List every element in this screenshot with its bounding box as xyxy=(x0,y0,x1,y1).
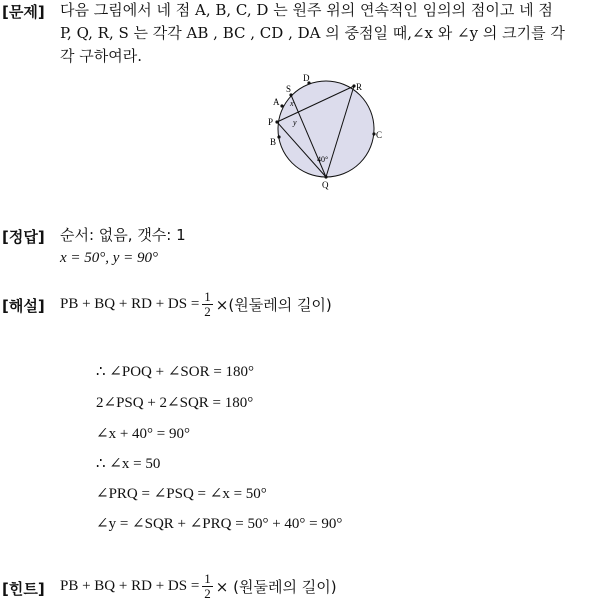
solution-step-1: ∴ ∠POQ + ∠SOR = 180° xyxy=(96,364,255,380)
hint-sum-rhs: × (원둘레의 길이) xyxy=(215,577,337,596)
point-B xyxy=(277,135,280,138)
point-A xyxy=(280,104,283,107)
hint-frac-num: 1 xyxy=(204,570,211,586)
solution-step-5: ∠PRQ = ∠PSQ = ∠x = 50° xyxy=(96,486,267,502)
solution-frac-den: 2 xyxy=(204,303,211,319)
solution-sum-equation xyxy=(60,286,332,322)
circle-figure xyxy=(262,68,392,192)
answer-order-line: 순서: 없음, 갯수: 1 xyxy=(60,226,186,244)
label-S: S xyxy=(286,84,292,94)
label-y: y xyxy=(293,118,297,127)
hint-sum-lhs: PB + BQ + RD + DS = xyxy=(60,577,200,594)
problem-line-3: 각 구하여라. xyxy=(60,47,142,65)
solution-sum-lhs: PB + BQ + RD + DS = xyxy=(60,295,200,312)
solution-step-6: ∠y = ∠SQR + ∠PRQ = 50° + 40° = 90° xyxy=(96,516,343,532)
solution-step-4: ∴ ∠x = 50 xyxy=(96,456,161,472)
solution-step-2: 2∠PSQ + 2∠SQR = 180° xyxy=(96,395,254,411)
label-P: P xyxy=(268,117,274,127)
hint-tag: [힌트] xyxy=(2,580,45,598)
solution-frac-num: 1 xyxy=(204,288,211,304)
hint-frac-den: 2 xyxy=(204,585,211,601)
label-B: B xyxy=(270,137,277,147)
solution-tag: [해설] xyxy=(2,297,45,315)
point-P xyxy=(275,120,278,123)
hint-sum-equation xyxy=(60,568,337,604)
label-A: A xyxy=(273,97,280,107)
label-D: D xyxy=(303,73,310,83)
solution-step-3: ∠x + 40° = 90° xyxy=(96,426,190,442)
hint-half-fraction xyxy=(202,572,213,601)
label-R: R xyxy=(356,82,363,92)
answer-tag: [정답] xyxy=(2,228,45,246)
solution-half-fraction xyxy=(202,290,213,319)
problem-line-2: P, Q, R, S 는 각각 AB , BC , CD , DA 의 중점일 때,∠x 와 ∠y 의 크기를 각 xyxy=(60,24,565,42)
label-Q: Q xyxy=(322,180,329,190)
problem-tag: [문제] xyxy=(2,3,45,21)
point-Q xyxy=(324,175,327,178)
label-angle-40: 40° xyxy=(317,155,329,164)
solution-sum-rhs: ×(원둘레의 길이) xyxy=(215,295,332,314)
label-x: x xyxy=(290,99,294,108)
problem-line-1: 다음 그림에서 네 점 A, B, C, D 는 원주 위의 연속적인 임의의 점이고 네 점 xyxy=(60,1,553,19)
answer-value: x = 50°, y = 90° xyxy=(60,250,159,266)
label-C: C xyxy=(376,130,383,140)
